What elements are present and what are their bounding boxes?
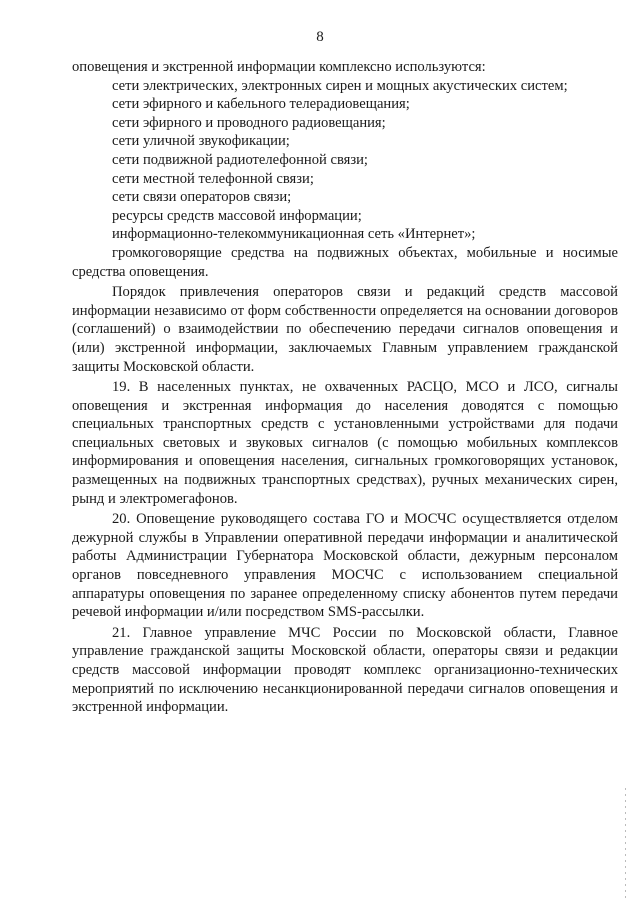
scan-edge-mark [625,788,626,898]
intro-line: оповещения и экстренной информации комплексно используются: [72,59,486,75]
paragraph-20: 20. Оповещение руководящего состава ГО и МОСЧС осуществляется отделом дежурной службы в Управлении оперативной передачи информации и аналитической работы Администрации Губернатора Московской области, дежурным персоналом органов повседневного управления МОСЧС с использованием специальной аппаратуры оповещения по заранее определенному списку абонентов путем передачи речевой информации и/или посредством SMS-рассылки. [72,511,618,621]
list-item: сети местной телефонной связи; [112,170,314,187]
list-item: ресурсы средств массовой информации; [112,207,362,224]
means-list [72,77,618,244]
list-item: информационно-телекоммуникационная сеть «Интернет»; [112,226,476,243]
page-number: 8 [316,29,324,45]
list-item: сети уличной звукофикации; [112,133,290,150]
list-item: сети эфирного и проводного радиовещания; [112,114,386,131]
list-item: сети эфирного и кабельного телерадиовещания; [112,96,410,113]
document-body [72,58,618,717]
paragraph-loudspeakers: громкоговорящие средства на подвижных объектах, мобильные и носимые средства оповещения. [72,244,618,280]
list-item: сети подвижной радиотелефонной связи; [112,151,368,168]
paragraph-19: 19. В населенных пунктах, не охваченных РАСЦО, МСО и ЛСО, сигналы оповещения и экстренная информация до населения доводятся с помощью специальных транспортных средств с установленными устройствами для подачи специальных световых и звуковых сигналов (с помощью мобильных комплексов информирования и оповещения населения, сигнальных громкоговорящих установок, размещенных на подвижных транспортных средствах), ручных механических сирен, рынд и электромегафонов. [72,379,618,507]
list-item: сети связи операторов связи; [112,189,292,206]
list-item: сети электрических, электронных сирен и мощных акустических систем; [112,77,568,94]
paragraph-21: 21. Главное управление МЧС России по Московской области, Главное управление гражданской защиты Московской области, операторы связи и редакции средств массовой информации проводят комплекс организационно-технических мероприятий по исключению несанкционированной передачи сигналов оповещения и экстренной информации. [72,624,618,716]
paragraph-operators-procedure: Порядок привлечения операторов связи и редакций средств массовой информации независимо от форм собственности определяется на основании договоров (соглашений) о взаимодействии по обеспечению передачи сигналов оповещения и (или) экстренной информации, заключаемых Главным управлением гражданской защиты Московской области. [72,284,618,375]
